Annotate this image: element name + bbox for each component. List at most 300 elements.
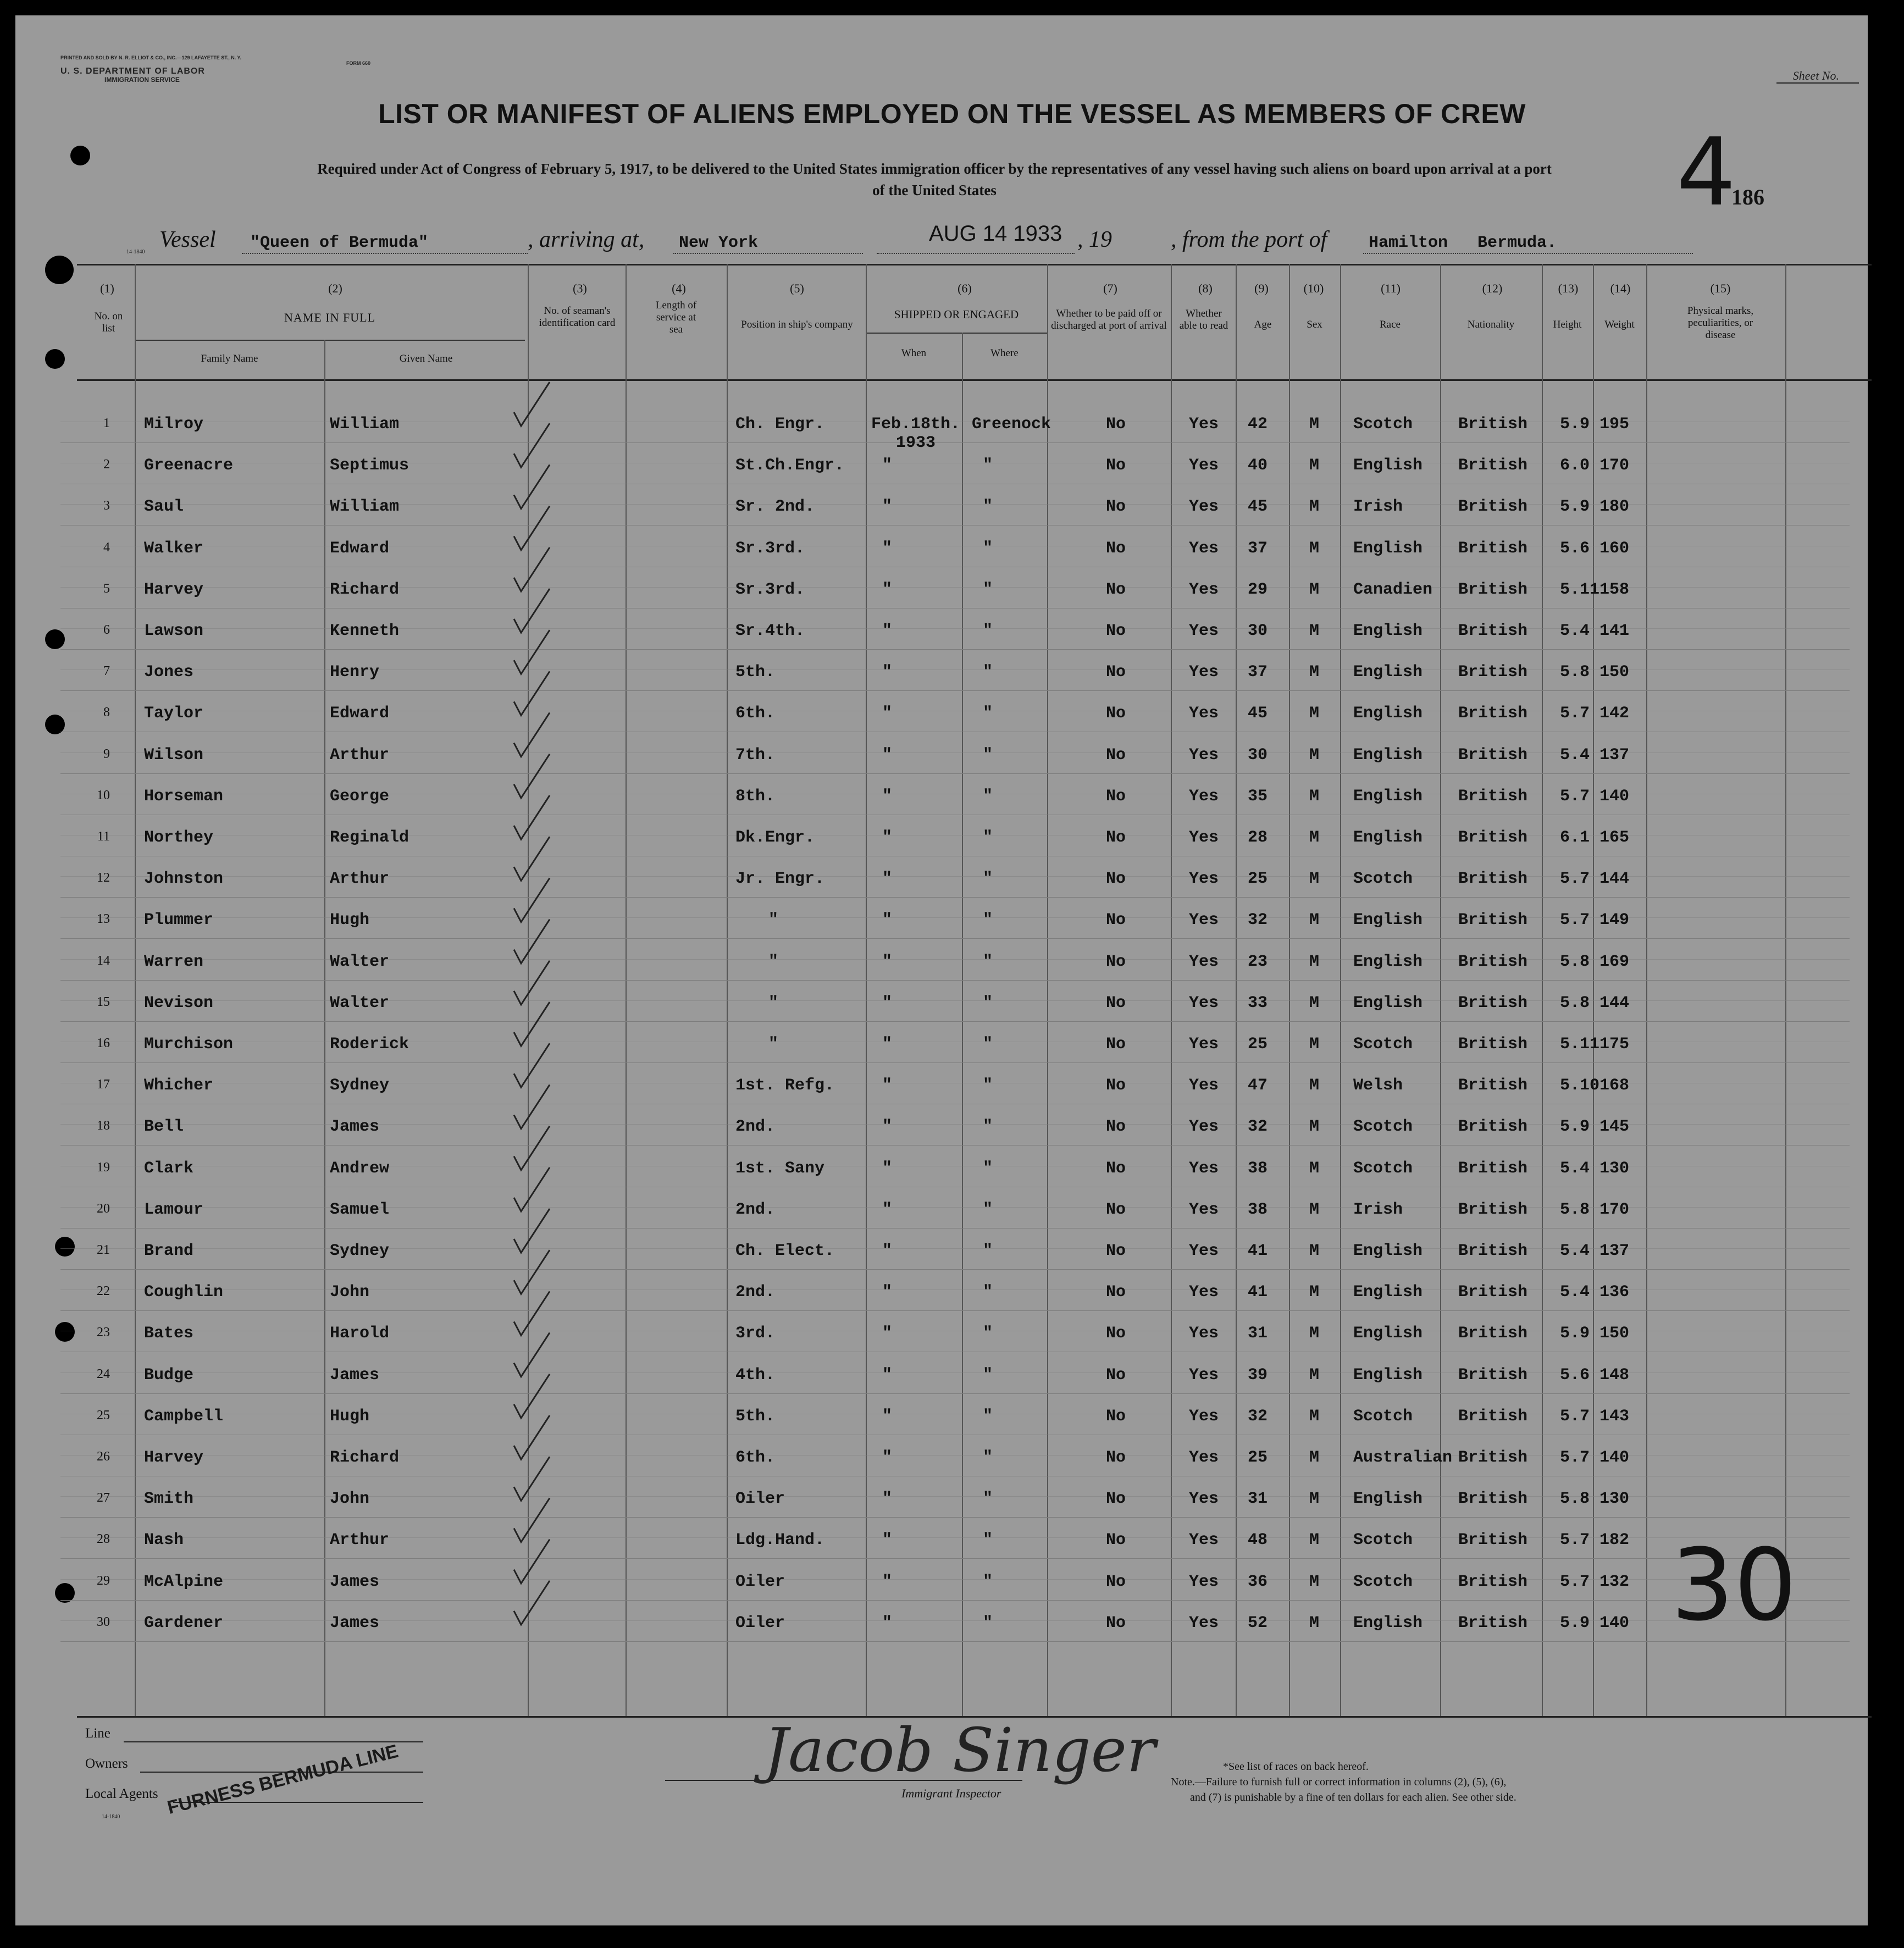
shipped-where: " xyxy=(983,911,993,930)
height: 5.4 xyxy=(1560,1159,1590,1178)
weight: 130 xyxy=(1599,1159,1630,1178)
binder-hole xyxy=(70,146,90,165)
sheet-no-line xyxy=(1776,82,1859,84)
paid-off: No xyxy=(1106,870,1126,889)
able-to-read: Yes xyxy=(1189,704,1219,723)
check-mark xyxy=(514,878,550,922)
shipped-when: " xyxy=(882,1076,893,1095)
sex: M xyxy=(1309,1613,1320,1632)
shipped-when: " xyxy=(882,1490,893,1509)
shipped-when: " xyxy=(882,911,893,930)
header-seaman-id: No. of seaman's identification card xyxy=(539,305,616,329)
given-name: James xyxy=(330,1365,380,1385)
given-name: Henry xyxy=(330,663,380,682)
line-fill-line xyxy=(124,1741,423,1742)
check-mark xyxy=(514,671,550,715)
col-divider xyxy=(135,264,136,1716)
row-number: 29 xyxy=(97,1573,110,1588)
nationality: British xyxy=(1458,870,1528,889)
given-name: William xyxy=(330,497,400,517)
nationality: British xyxy=(1458,456,1528,475)
race: Scotch xyxy=(1353,1159,1413,1178)
shipped-where: " xyxy=(983,704,993,723)
weight: 148 xyxy=(1599,1365,1630,1385)
able-to-read: Yes xyxy=(1189,1159,1219,1178)
race: Scotch xyxy=(1353,1531,1413,1550)
sex: M xyxy=(1309,1242,1320,1260)
given-name: Edward xyxy=(330,539,390,558)
able-to-read: Yes xyxy=(1189,1448,1219,1467)
weight: 141 xyxy=(1599,622,1630,640)
row-number: 15 xyxy=(97,994,110,1009)
check-mark xyxy=(514,1581,550,1625)
col-divider xyxy=(1171,264,1172,1716)
age: 28 xyxy=(1248,828,1268,847)
shipped-where: " xyxy=(983,1613,993,1632)
able-to-read: Yes xyxy=(1189,1035,1219,1054)
position: " xyxy=(768,993,779,1012)
sex: M xyxy=(1309,1076,1320,1095)
weight: 143 xyxy=(1599,1407,1630,1426)
fine-note-2: and (7) is punishable by a fine of ten dollars for each alien. See other side. xyxy=(1190,1791,1516,1803)
paid-off: No xyxy=(1106,704,1126,723)
age: 45 xyxy=(1248,704,1268,723)
binder-hole xyxy=(45,256,74,284)
paid-off: No xyxy=(1106,456,1126,475)
position: 2nd. xyxy=(735,1117,776,1137)
sex: M xyxy=(1309,456,1320,475)
colnum-5: (5) xyxy=(790,281,804,295)
row-number: 28 xyxy=(97,1532,110,1547)
header-height: Height xyxy=(1553,319,1582,330)
height: 5.7 xyxy=(1560,870,1590,889)
height: 5.7 xyxy=(1560,1448,1590,1467)
header-name-in-full: NAME IN FULL xyxy=(284,311,375,324)
line-label: Line xyxy=(85,1726,110,1741)
height: 5.8 xyxy=(1560,663,1590,682)
race: English xyxy=(1353,911,1423,930)
binder-hole xyxy=(45,349,65,369)
sex: M xyxy=(1309,539,1320,558)
header-weight: Weight xyxy=(1604,319,1635,330)
shipped-where: " xyxy=(983,952,993,971)
owners-label: Owners xyxy=(85,1756,128,1771)
age: 47 xyxy=(1248,1076,1268,1095)
given-name: Hugh xyxy=(330,1407,370,1426)
shipped-where: " xyxy=(983,497,993,517)
check-mark xyxy=(514,1415,550,1459)
shipped-when: " xyxy=(882,1242,893,1260)
colnum-12: (12) xyxy=(1482,281,1503,295)
colnum-7: (7) xyxy=(1103,281,1117,295)
weight: 149 xyxy=(1599,911,1630,930)
sheet-no-label: Sheet No. xyxy=(1792,69,1839,82)
sex: M xyxy=(1309,663,1320,682)
shipped-subheader-line xyxy=(866,333,1047,334)
row-number: 21 xyxy=(97,1243,110,1257)
nationality: British xyxy=(1458,704,1528,723)
check-mark xyxy=(514,961,550,1005)
given-name: Arthur xyxy=(330,1531,390,1550)
shipped-when: Feb.18th. xyxy=(871,415,961,434)
paid-off: No xyxy=(1106,1159,1126,1178)
shipped-when: " xyxy=(882,1035,893,1054)
weight: 136 xyxy=(1599,1283,1630,1302)
able-to-read: Yes xyxy=(1189,993,1219,1012)
able-to-read: Yes xyxy=(1189,415,1219,434)
weight: 140 xyxy=(1599,1613,1630,1632)
nationality: British xyxy=(1458,993,1528,1012)
header-family-name: Family Name xyxy=(201,353,258,364)
shipped-when: " xyxy=(882,828,893,847)
row-rule xyxy=(60,1517,1850,1518)
family-name: Murchison xyxy=(144,1035,234,1054)
race: English xyxy=(1353,456,1423,475)
header-where: Where xyxy=(990,347,1019,359)
shipped-where: " xyxy=(983,1490,993,1509)
paid-off: No xyxy=(1106,580,1126,599)
position: Dk.Engr. xyxy=(735,828,815,847)
shipped-where: " xyxy=(983,622,993,640)
printer-imprint xyxy=(60,55,370,84)
header-shipped: SHIPPED OR ENGAGED xyxy=(894,308,1019,321)
weight: 165 xyxy=(1599,828,1630,847)
row-rule xyxy=(60,1021,1850,1022)
nationality: British xyxy=(1458,1490,1528,1509)
family-name: Johnston xyxy=(144,870,224,889)
header-when: When xyxy=(901,347,927,359)
given-name: Walter xyxy=(330,993,390,1012)
height: 5.9 xyxy=(1560,1117,1590,1137)
weight: 145 xyxy=(1599,1117,1630,1137)
check-mark xyxy=(514,1043,550,1087)
col-divider xyxy=(1785,264,1786,1716)
position: 7th. xyxy=(735,745,776,765)
shipped-when: " xyxy=(882,1531,893,1550)
able-to-read: Yes xyxy=(1189,870,1219,889)
check-mark xyxy=(514,589,550,633)
row-number: 20 xyxy=(97,1201,110,1216)
race: English xyxy=(1353,1613,1423,1632)
row-number: 13 xyxy=(97,912,110,927)
height: 5.8 xyxy=(1560,993,1590,1012)
nationality: British xyxy=(1458,415,1528,434)
page-subtitle xyxy=(137,158,1731,201)
family-name: Clark xyxy=(144,1159,194,1178)
check-mark xyxy=(514,1126,550,1170)
weight: 144 xyxy=(1599,993,1630,1012)
paid-off: No xyxy=(1106,622,1126,640)
family-name: Budge xyxy=(144,1365,194,1385)
paid-off: No xyxy=(1106,1242,1126,1260)
shipped-where: " xyxy=(983,870,993,889)
family-name: Wilson xyxy=(144,745,204,765)
header-position: Position in ship's company xyxy=(741,319,853,330)
nationality: British xyxy=(1458,663,1528,682)
paid-off: No xyxy=(1106,1200,1126,1219)
col-divider xyxy=(1236,264,1237,1716)
row-number: 25 xyxy=(97,1408,110,1423)
shipped-where: Greenock xyxy=(972,415,1051,434)
sex: M xyxy=(1309,415,1320,434)
race: Canadien xyxy=(1353,580,1433,599)
nationality: British xyxy=(1458,787,1528,806)
able-to-read: Yes xyxy=(1189,456,1219,475)
date-fill-line xyxy=(877,253,1075,254)
shipped-when: " xyxy=(882,456,893,475)
from-fill-line xyxy=(1363,253,1693,254)
local-agents-label: Local Agents xyxy=(85,1786,158,1801)
inspector-signature: Jacob Singer xyxy=(764,1715,1156,1785)
height: 6.1 xyxy=(1560,828,1590,847)
age: 41 xyxy=(1248,1283,1268,1302)
row-rule xyxy=(60,1600,1850,1601)
shipped-where: " xyxy=(983,580,993,599)
age: 38 xyxy=(1248,1159,1268,1178)
family-name: Jones xyxy=(144,663,194,682)
paid-off: No xyxy=(1106,1076,1126,1095)
check-mark xyxy=(514,713,550,757)
race: English xyxy=(1353,622,1423,640)
row-rule xyxy=(60,1641,1850,1642)
height: 5.8 xyxy=(1560,1490,1590,1509)
position: Oiler xyxy=(735,1490,785,1509)
sex: M xyxy=(1309,1035,1320,1054)
shipped-where: " xyxy=(983,787,993,806)
fine-note-1: Note.—Failure to furnish full or correct information in columns (2), (5), (6), xyxy=(1171,1776,1507,1788)
age: 39 xyxy=(1248,1365,1268,1385)
weight: 170 xyxy=(1599,456,1630,475)
race: Australian xyxy=(1353,1448,1453,1467)
row-number: 5 xyxy=(103,581,110,596)
subtitle-line-2: of the United States xyxy=(872,182,997,199)
height: 5.7 xyxy=(1560,911,1590,930)
check-mark xyxy=(514,1002,550,1046)
binder-hole xyxy=(45,629,65,649)
position: " xyxy=(768,1035,779,1054)
subtitle-line-1: Required under Act of Congress of February 5, 1917, to be delivered to the United States immigration officer by the representatives of any vessel having such aliens on board upon arrival at a port xyxy=(317,161,1552,177)
col-divider xyxy=(962,333,963,1716)
given-name: Samuel xyxy=(330,1200,390,1219)
position: Ch. Elect. xyxy=(735,1242,835,1260)
row-number: 2 xyxy=(103,457,110,472)
position: 2nd. xyxy=(735,1200,776,1219)
height: 5.10 xyxy=(1560,1076,1600,1095)
shipped-when: " xyxy=(882,1117,893,1137)
shipped-when: " xyxy=(882,787,893,806)
nationality: British xyxy=(1458,1448,1528,1467)
sex: M xyxy=(1309,1531,1320,1550)
position: 5th. xyxy=(735,1407,776,1426)
row-number: 7 xyxy=(103,664,110,679)
row-rule xyxy=(60,980,1850,981)
age: 30 xyxy=(1248,622,1268,640)
check-mark xyxy=(514,382,550,426)
family-name: Gardener xyxy=(144,1613,224,1632)
nationality: British xyxy=(1458,828,1528,847)
shipped-when: " xyxy=(882,993,893,1012)
header-sex: Sex xyxy=(1307,319,1322,330)
shipped-where: " xyxy=(983,1283,993,1302)
check-mark xyxy=(514,1250,550,1294)
service-name: IMMIGRATION SERVICE xyxy=(104,76,180,84)
form-code-top: 14-1840 xyxy=(126,249,145,255)
height: 5.9 xyxy=(1560,1613,1590,1632)
shipped-where: " xyxy=(983,1035,993,1054)
height: 5.4 xyxy=(1560,1283,1590,1302)
able-to-read: Yes xyxy=(1189,1365,1219,1385)
given-name: Sydney xyxy=(330,1242,390,1260)
stamp-number: 186 xyxy=(1731,185,1764,209)
family-name: Campbell xyxy=(144,1407,224,1426)
shipped-where: " xyxy=(983,828,993,847)
col-divider xyxy=(1593,264,1594,1716)
sex: M xyxy=(1309,1490,1320,1509)
col-divider xyxy=(1289,264,1290,1716)
nationality: British xyxy=(1458,1035,1528,1054)
age: 41 xyxy=(1248,1242,1268,1260)
race: English xyxy=(1353,1490,1423,1509)
check-marks xyxy=(506,379,632,1709)
vessel-fill-line xyxy=(242,253,528,254)
row-rule xyxy=(60,1558,1850,1559)
nationality: British xyxy=(1458,1572,1528,1591)
check-mark xyxy=(514,547,550,591)
race: English xyxy=(1353,539,1423,558)
nationality: British xyxy=(1458,745,1528,765)
family-name: Bates xyxy=(144,1324,194,1343)
shipped-where: " xyxy=(983,1572,993,1591)
age: 45 xyxy=(1248,497,1268,517)
family-name: Milroy xyxy=(144,415,204,434)
sex: M xyxy=(1309,745,1320,765)
check-mark xyxy=(514,464,550,508)
nationality: British xyxy=(1458,1324,1528,1343)
year-label: , 19 xyxy=(1077,227,1112,252)
nationality: British xyxy=(1458,1613,1528,1632)
race: English xyxy=(1353,828,1423,847)
age: 48 xyxy=(1248,1531,1268,1550)
table-top-border xyxy=(77,264,1872,265)
col-divider xyxy=(1047,264,1048,1716)
family-name: Smith xyxy=(144,1490,194,1509)
binder-hole xyxy=(55,1322,75,1342)
race: Scotch xyxy=(1353,1117,1413,1137)
family-name: Harvey xyxy=(144,1448,204,1467)
paid-off: No xyxy=(1106,539,1126,558)
colnum-14: (14) xyxy=(1610,281,1631,295)
row-number: 11 xyxy=(97,829,110,844)
race: Irish xyxy=(1353,497,1403,517)
able-to-read: Yes xyxy=(1189,952,1219,971)
header-nationality: Nationality xyxy=(1467,319,1515,330)
able-to-read: Yes xyxy=(1189,580,1219,599)
nationality: British xyxy=(1458,580,1528,599)
name-subheader-line xyxy=(135,340,525,341)
shipped-when: " xyxy=(882,622,893,640)
vessel-name: "Queen of Bermuda" xyxy=(250,234,429,252)
shipped-where: " xyxy=(983,1448,993,1467)
age: 29 xyxy=(1248,580,1268,599)
age: 35 xyxy=(1248,787,1268,806)
given-name: Sydney xyxy=(330,1076,390,1095)
race: English xyxy=(1353,663,1423,682)
sex: M xyxy=(1309,1324,1320,1343)
shipped-when: " xyxy=(882,1283,893,1302)
race: English xyxy=(1353,952,1423,971)
race-note: *See list of races on back hereof. xyxy=(1223,1761,1369,1773)
given-name: Roderick xyxy=(330,1035,409,1054)
able-to-read: Yes xyxy=(1189,1531,1219,1550)
sex: M xyxy=(1309,1200,1320,1219)
given-name: John xyxy=(330,1283,370,1302)
age: 42 xyxy=(1248,415,1268,434)
able-to-read: Yes xyxy=(1189,1490,1219,1509)
able-to-read: Yes xyxy=(1189,622,1219,640)
given-name: Reginald xyxy=(330,828,409,847)
colnum-6: (6) xyxy=(957,281,972,295)
row-rule xyxy=(60,1269,1850,1270)
check-mark xyxy=(514,1498,550,1542)
given-name: Hugh xyxy=(330,911,370,930)
header-physical: Physical marks, peculiarities, or disease xyxy=(1687,305,1754,341)
age: 37 xyxy=(1248,539,1268,558)
race: English xyxy=(1353,704,1423,723)
race: Scotch xyxy=(1353,870,1413,889)
signature-line xyxy=(665,1780,1022,1781)
shipped-when: " xyxy=(882,704,893,723)
sex: M xyxy=(1309,787,1320,806)
sex: M xyxy=(1309,622,1320,640)
nationality: British xyxy=(1458,622,1528,640)
check-mark xyxy=(514,423,550,467)
family-name: Greenacre xyxy=(144,456,234,475)
sex: M xyxy=(1309,1448,1320,1467)
age: 25 xyxy=(1248,1448,1268,1467)
position: St.Ch.Engr. xyxy=(735,456,845,475)
paid-off: No xyxy=(1106,1490,1126,1509)
family-name: Whicher xyxy=(144,1076,214,1095)
shipped-where: " xyxy=(983,456,993,475)
height: 5.8 xyxy=(1560,952,1590,971)
row-number: 26 xyxy=(97,1449,110,1464)
height: 5.9 xyxy=(1560,1324,1590,1343)
weight: 180 xyxy=(1599,497,1630,517)
shipped-where: " xyxy=(983,539,993,558)
height: 5.7 xyxy=(1560,1572,1590,1591)
weight: 158 xyxy=(1599,580,1630,599)
shipped-when: " xyxy=(882,1365,893,1385)
family-name: Warren xyxy=(144,952,204,971)
paid-off: No xyxy=(1106,787,1126,806)
inspector-label: Immigrant Inspector xyxy=(901,1786,1001,1800)
row-number: 9 xyxy=(103,746,110,761)
row-number: 18 xyxy=(97,1119,110,1133)
sex: M xyxy=(1309,704,1320,723)
nationality: British xyxy=(1458,1200,1528,1219)
header-age: Age xyxy=(1254,319,1272,330)
check-mark xyxy=(514,1374,550,1418)
colnum-1: (1) xyxy=(100,281,114,295)
race: English xyxy=(1353,1365,1423,1385)
height: 5.9 xyxy=(1560,415,1590,434)
position: Oiler xyxy=(735,1572,785,1591)
height: 5.7 xyxy=(1560,1531,1590,1550)
weight: 132 xyxy=(1599,1572,1630,1591)
age: 37 xyxy=(1248,663,1268,682)
race: English xyxy=(1353,787,1423,806)
sex: M xyxy=(1309,1159,1320,1178)
